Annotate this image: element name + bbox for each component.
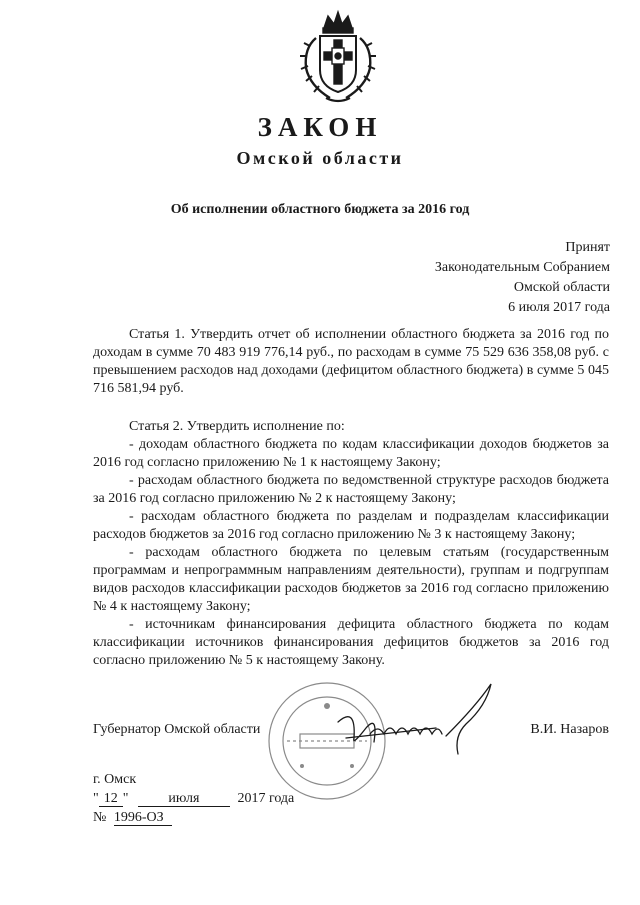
law-number: 1996-ОЗ xyxy=(114,810,172,826)
document-title: ЗАКОН xyxy=(257,112,383,142)
article-2-item: - источникам финансирования дефицита областного бюджета по кодам классификации источников финансирования дефицитов бюджетов за 2016 год согласно приложению № 5 к настоящему Закону. xyxy=(93,617,609,668)
omsk-coat-of-arms-emblem xyxy=(294,8,382,106)
document-footer xyxy=(93,770,294,827)
adoption-block xyxy=(435,238,610,318)
date-year: 2017 года xyxy=(237,791,295,806)
article-2-intro: Статья 2. Утвердить исполнение по: xyxy=(129,419,345,434)
article-2 xyxy=(93,418,609,670)
number-label: № xyxy=(93,810,107,825)
article-1-text: Статья 1. Утвердить отчет об исполнении областного бюджета за 2016 год по доходам в сумме 70 483 919 776,14 руб., по расходам в сумме 75 529 636 358,08 руб. с превышением расходов над доходами (дефицитом областного бюджета) в сумме 5 045 716 581,94 руб. xyxy=(93,327,609,396)
adoption-line: Законодательным Собранием xyxy=(434,260,610,275)
footer-city: г. Омск xyxy=(93,772,137,787)
document-subtitle: Омской области xyxy=(236,148,404,168)
article-2-item: - расходам областного бюджета по целевым статьям (государственным программам и непрограммным направлениям деятельности), группам и подгруппам видов расходов классификации расходов бюджетов за 2016 год согласно приложению № 4 к настоящему Закону; xyxy=(93,545,609,614)
adoption-date: 6 июля 2017 года xyxy=(508,300,610,315)
article-2-item: - расходам областного бюджета по разделам и подразделам классификации расходов бюджетов за 2016 год согласно приложению № 3 к настоящему Закону; xyxy=(93,509,609,542)
date-day: 12 xyxy=(99,791,123,807)
adoption-line: Омской области xyxy=(513,280,610,295)
handwritten-signature xyxy=(326,676,496,766)
footer-number-line xyxy=(93,808,294,827)
adoption-line: Принят xyxy=(565,240,610,255)
article-2-item: - расходам областного бюджета по ведомственной структуре расходов бюджета за 2016 год согласно приложению № 2 к настоящему Закону; xyxy=(93,473,609,506)
signatory-title: Губернатор Омской области xyxy=(93,722,261,737)
article-1 xyxy=(93,326,609,398)
article-2-item: - доходам областного бюджета по кодам классификации доходов бюджетов за 2016 год согласно приложению № 1 к настоящему Закону; xyxy=(93,437,609,470)
footer-date-line: " 12 " июля 2017 года xyxy=(93,791,295,806)
law-name: Об исполнении областного бюджета за 2016 год xyxy=(170,202,470,217)
signatory-name: В.И. Назаров xyxy=(530,722,609,737)
date-month: июля xyxy=(138,791,230,807)
